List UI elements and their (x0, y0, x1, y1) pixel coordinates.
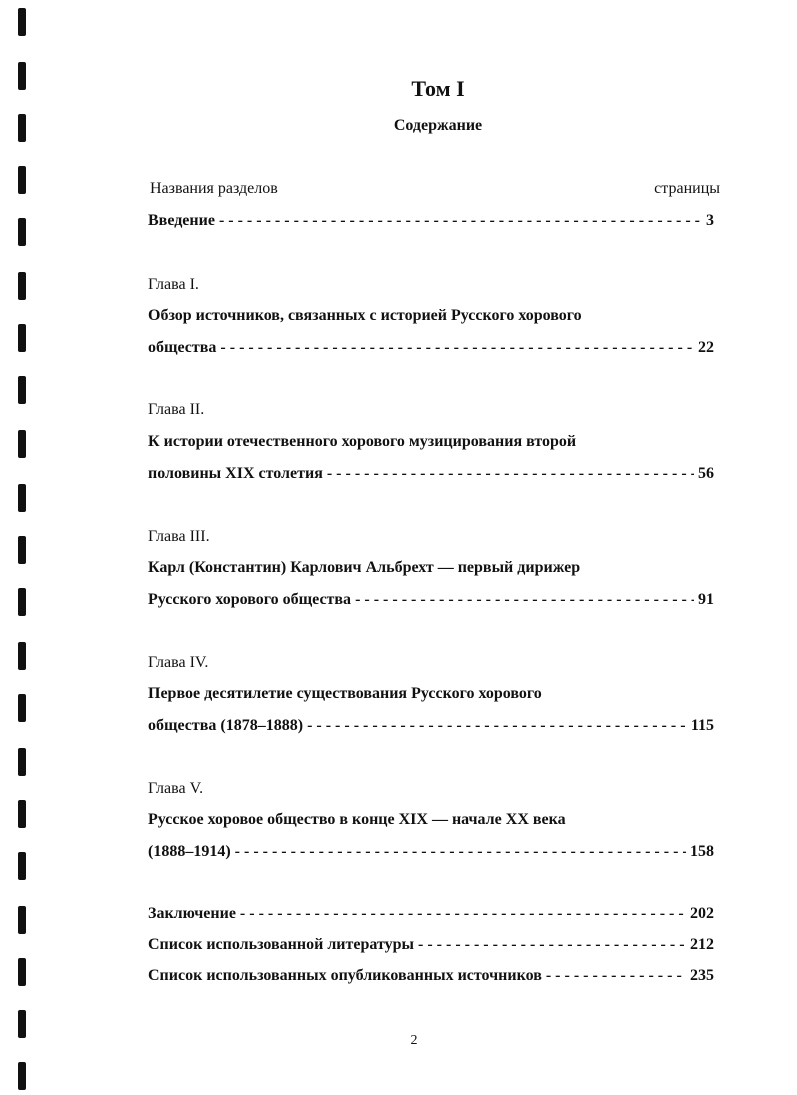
binding-mark (18, 694, 26, 722)
toc-entry-page: 91 (698, 591, 714, 608)
header-pages-label: страницы (654, 180, 720, 197)
binding-mark (18, 272, 26, 300)
toc-entry-page: 3 (706, 212, 714, 229)
binding-mark (18, 484, 26, 512)
binding-mark (18, 430, 26, 458)
volume-title: Том I (411, 76, 465, 101)
dot-leader (235, 843, 686, 861)
chapter-label: Глава I. (148, 276, 199, 293)
dot-leader (546, 967, 686, 985)
toc-entry-page: 56 (698, 465, 714, 482)
toc-entry-title: Список использованной литературы (148, 936, 414, 953)
toc-entry-page: 115 (690, 717, 714, 734)
dot-leader (355, 591, 694, 609)
contents-title: Содержание (393, 117, 483, 134)
chapter-title-line2: (1888–1914) (148, 843, 231, 860)
dot-leader (418, 936, 686, 954)
toc-entry-page: 202 (690, 905, 714, 922)
toc-header (150, 180, 720, 198)
toc-entry-page: 22 (698, 339, 714, 356)
chapter-title-line1[interactable]: Карл (Константин) Карлович Альбрехт — первый дирижер (148, 559, 581, 576)
toc-entry-chapter-3[interactable] (148, 591, 714, 609)
toc-entry-title: Введение (148, 212, 215, 229)
dot-leader (220, 339, 694, 357)
dot-leader (240, 905, 686, 923)
binding-mark (18, 8, 26, 36)
binding-mark (18, 852, 26, 880)
binding-mark (18, 62, 26, 90)
page-number: 2 (410, 1033, 418, 1048)
toc-entry-title: Список использованных опубликованных источников (148, 967, 542, 984)
binding-mark (18, 906, 26, 934)
binding-mark (18, 588, 26, 616)
toc-entry-conclusion[interactable] (148, 905, 714, 923)
binding-mark (18, 958, 26, 986)
chapter-title-line1[interactable]: К истории отечественного хорового музицирования второй (148, 433, 577, 450)
chapter-title-line1[interactable]: Первое десятилетие существования Русского хорового (148, 685, 542, 702)
binding-mark (18, 324, 26, 352)
binding-mark (18, 114, 26, 142)
chapter-label: Глава IV. (148, 654, 209, 671)
toc-entry-page: 158 (690, 843, 714, 860)
binding-mark (18, 218, 26, 246)
chapter-label: Глава II. (148, 401, 205, 418)
dot-leader (327, 465, 694, 483)
binding-marks (0, 0, 40, 1095)
toc-entry-chapter-1[interactable] (148, 339, 714, 357)
chapter-title-line1[interactable]: Русское хоровое общество в конце XIX — начале XX века (148, 811, 566, 828)
binding-mark (18, 748, 26, 776)
toc-entry-bibliography[interactable] (148, 936, 714, 954)
binding-mark (18, 166, 26, 194)
toc-entry-published-sources[interactable] (148, 967, 714, 985)
toc-entry-page: 212 (690, 936, 714, 953)
binding-mark (18, 376, 26, 404)
toc-entry-chapter-2[interactable] (148, 465, 714, 483)
binding-mark (18, 536, 26, 564)
binding-mark (18, 1062, 26, 1090)
binding-mark (18, 1010, 26, 1038)
toc-entry-title: Заключение (148, 905, 236, 922)
binding-mark (18, 800, 26, 828)
chapter-label: Глава V. (148, 780, 204, 797)
binding-mark (18, 642, 26, 670)
header-sections-label: Названия разделов (150, 180, 278, 197)
toc-entry-introduction[interactable] (148, 212, 714, 230)
chapter-title-line2: общества (148, 339, 217, 356)
chapter-title-line1[interactable]: Обзор источников, связанных с историей Русского хорового (148, 307, 582, 324)
chapter-label: Глава III. (148, 528, 210, 545)
dot-leader (307, 717, 687, 735)
chapter-title-line2: общества (1878–1888) (148, 717, 304, 734)
toc-entry-chapter-4[interactable] (148, 717, 714, 735)
chapter-title-line2: Русского хорового общества (148, 591, 352, 608)
toc-entry-chapter-5[interactable] (148, 843, 714, 861)
chapter-title-line2: половины XIX столетия (148, 465, 323, 482)
toc-entry-page: 235 (690, 967, 714, 984)
dot-leader (219, 212, 702, 230)
